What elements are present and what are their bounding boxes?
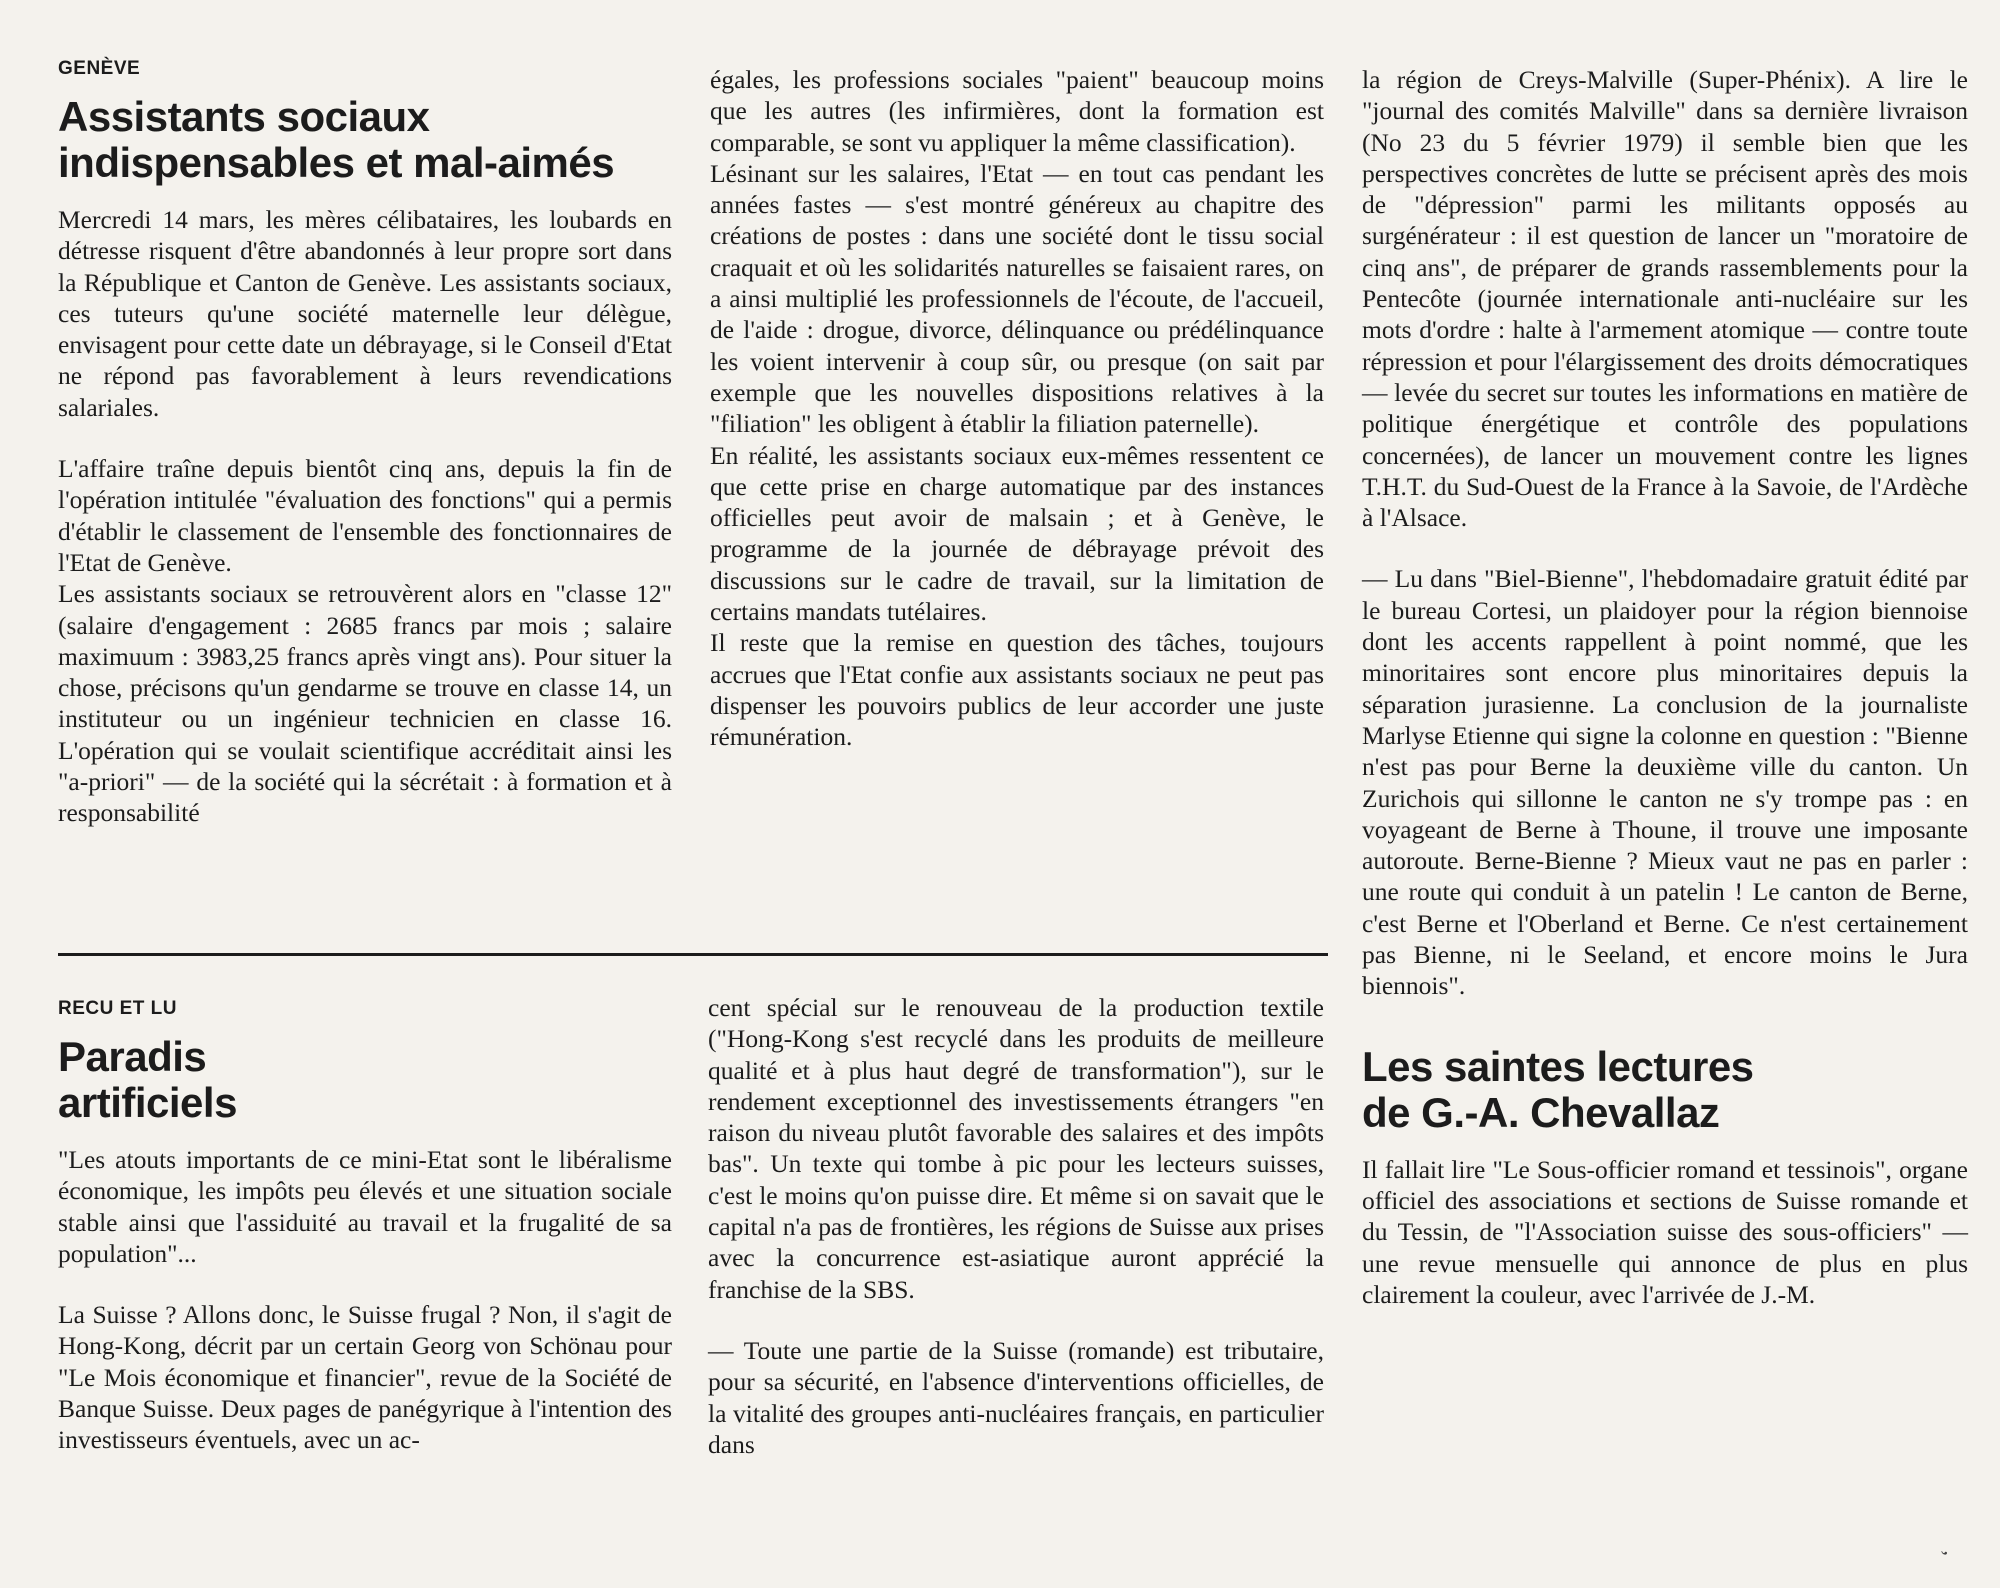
article-headline <box>58 94 672 186</box>
paragraph: égales, les professions sociales "paient" beaucoup moins que les autres (les infirmières, dont la formation est comparable, se sont vu appliquer la même classification). <box>710 65 1324 157</box>
section-kicker: RECU ET LU <box>58 998 177 1019</box>
paragraph: "Les atouts importants de ce mini-Etat sont le libéralisme économique, les impôts peu élevés et une situation sociale stable ainsi que l'assiduité au travail et la frugalité de sa population"... <box>58 1145 672 1268</box>
paragraph: Il fallait lire "Le Sous-officier romand et tessinois", organe officiel des associations et sections de Suisse romande et du Tessin, de "l'Association suisse des sous-officiers" — une revue mensuelle qui annonce de plus en plus clairement la couleur, avec l'arrivée de J.-M. <box>1362 1154 1968 1309</box>
paragraph: Il reste que la remise en question des tâches, toujours accrues que l'Etat confie aux assistants sociaux ne peut pas dispenser les pouvoirs publics de leur accorder une juste rémunération. <box>710 628 1324 752</box>
headline-line: Paradis <box>58 1033 207 1080</box>
article-headline <box>58 1034 672 1126</box>
headline-line: de G.-A. Chevallaz <box>1362 1088 1720 1136</box>
section-divider <box>58 953 1328 956</box>
section-kicker: GENÈVE <box>58 58 141 79</box>
paragraph: la région de Creys-Malville (Super-Phénix). A lire le "journal des comités Malville" dans sa dernière livraison (No 23 du 5 février 1979) il semble bien que les perspectives concrètes de lutte se précisent après des mois de "dépression" parmi les militants opposés au surgénérateur : il est question de lancer un "moratoire de cinq ans", de préparer de grands rassemblements pour la Pentecôte (journée internationale anti-nucléaire sur les mots d'ordre : halte à l'armement atomique — contre toute répression et pour l'élargissement des droits démocratiques — levée du secret sur toutes les informations en matière de politique énergétique et contrôle des populations concernées), de lancer un mouvement contre les lignes T.H.T. du Sud-Ouest de la France à la Savoie, de l'Ardèche à l'Alsace. <box>1362 65 1968 533</box>
paragraph: Les assistants sociaux se retrouvèrent alors en "classe 12" (salaire d'engagement : 2685 francs par mois ; salaire maximuum : 3983,25 francs après vingt ans). Pour situer la chose, précisons qu'un gendarme se trouve en classe 14, un instituteur ou un ingénieur technicien en classe 16. L'opération qui se voulait scientifique accréditait ainsi les "a-priori" — de la société qui la sécrétait : à formation et à responsabilité <box>58 579 672 828</box>
margin-mark: ‚ <box>1939 1549 1965 1557</box>
article-paradis-col1 <box>58 998 672 1456</box>
paragraph: Mercredi 14 mars, les mères célibataires, les loubards en détresse risquent d'être abandonnés à leur propre sort dans la République et Canton de Genève. Les assistants sociaux, ces tuteurs qu'une société maternelle leur délègue, envisagent pour cette date un débrayage, si le Conseil d'Etat ne répond pas favorablement à leurs revendications salariales. <box>58 205 672 422</box>
paragraph: — Toute une partie de la Suisse (romande) est tributaire, pour sa sécurité, en l'absence d'interventions officielles, de la vitalité des groupes anti-nucléaires français, en particulier dans <box>708 1335 1324 1459</box>
headline-line: Les saintes lectures <box>1362 1042 1754 1090</box>
paragraph: La Suisse ? Allons donc, le Suisse frugal ? Non, il s'agit de Hong-Kong, décrit par un certain Georg von Schönau pour "Le Mois économique et financier", revue de la Société de Banque Suisse. Deux pages de panégyrique à l'intention des investisseurs éventuels, avec un ac- <box>58 1300 672 1455</box>
article-assistants-col2 <box>710 64 1324 753</box>
headline-line: indispensables et mal-aimés <box>58 139 615 186</box>
article-paradis-col2 <box>708 992 1324 1460</box>
paragraph: cent spécial sur le renouveau de la production textile ("Hong-Kong s'est recyclé dans les produits de meilleure qualité et à plus haut degré de transformation"), sur le rendement exceptionnel des investissements étrangers "en raison du niveau plutôt favorable des salaires et des impôts bas". Un texte qui tombe à pic pour les lecteurs suisses, c'est le moins qu'on puisse dire. Et même si on savait que le capital n'a pas de frontières, les régions de Suisse aux prises avec la concurrence est-asiatique auront apprécié la franchise de la SBS. <box>708 993 1324 1304</box>
paragraph: Lésinant sur les salaires, l'Etat — en tout cas pendant les années fastes — s'est montré généreux au chapitre des créations de postes : dans une société dont le tissu social craquait et où les solidarités naturelles se faisaient rares, on a ainsi multiplié les professionnels de l'écoute, de l'accueil, de l'aide : drogue, divorce, délinquance ou prédélinquance les voient intervenir à coup sûr, ou presque (on sait par exemple que les nouvelles dispositions relatives à la "filiation" les obligent à établir la filiation paternelle). <box>710 158 1324 439</box>
headline-line: Assistants sociaux <box>58 93 430 140</box>
article-assistants-col1 <box>58 58 672 829</box>
article-headline <box>1362 1044 1968 1136</box>
article-paradis-col3 <box>1362 64 1968 1310</box>
paragraph: — Lu dans "Biel-Bienne", l'hebdomadaire gratuit édité par le bureau Cortesi, un plaidoyer pour la région biennoise dont les accents rappellent à point nommé, que les minoritaires sont encore plus minoritaires depuis la séparation jurasienne. La conclusion de la journaliste Marlyse Etienne qui signe la colonne en question : "Bienne n'est pas pour Berne la deuxième ville du canton. Un Zurichois qui sillonne le canton ne s'y trompe pas : en voyageant de Berne à Thoune, il trouve une imposante autoroute. Berne-Bienne ? Mieux vaut ne pas en parler : une route qui conduit à un patelin ! Le canton de Berne, c'est Berne et l'Oberland et Berne. Ce n'est certainement pas Bienne, ni le Seeland, et encore moins le Jura biennois". <box>1362 564 1968 1001</box>
headline-line: artificiels <box>58 1079 237 1126</box>
paragraph: L'affaire traîne depuis bientôt cinq ans, depuis la fin de l'opération intitulée "évaluation des fonctions" qui a permis d'établir le classement de l'ensemble des fonctionnaires de l'Etat de Genève. <box>58 454 672 577</box>
paragraph: En réalité, les assistants sociaux eux-mêmes ressentent ce que cette prise en charge automatique par des instances officielles peut avoir de malsain ; et à Genève, le programme de la journée de débrayage prévoit des discussions sur le cadre de travail, sur la limitation de certains mandats tutélaires. <box>710 440 1324 627</box>
